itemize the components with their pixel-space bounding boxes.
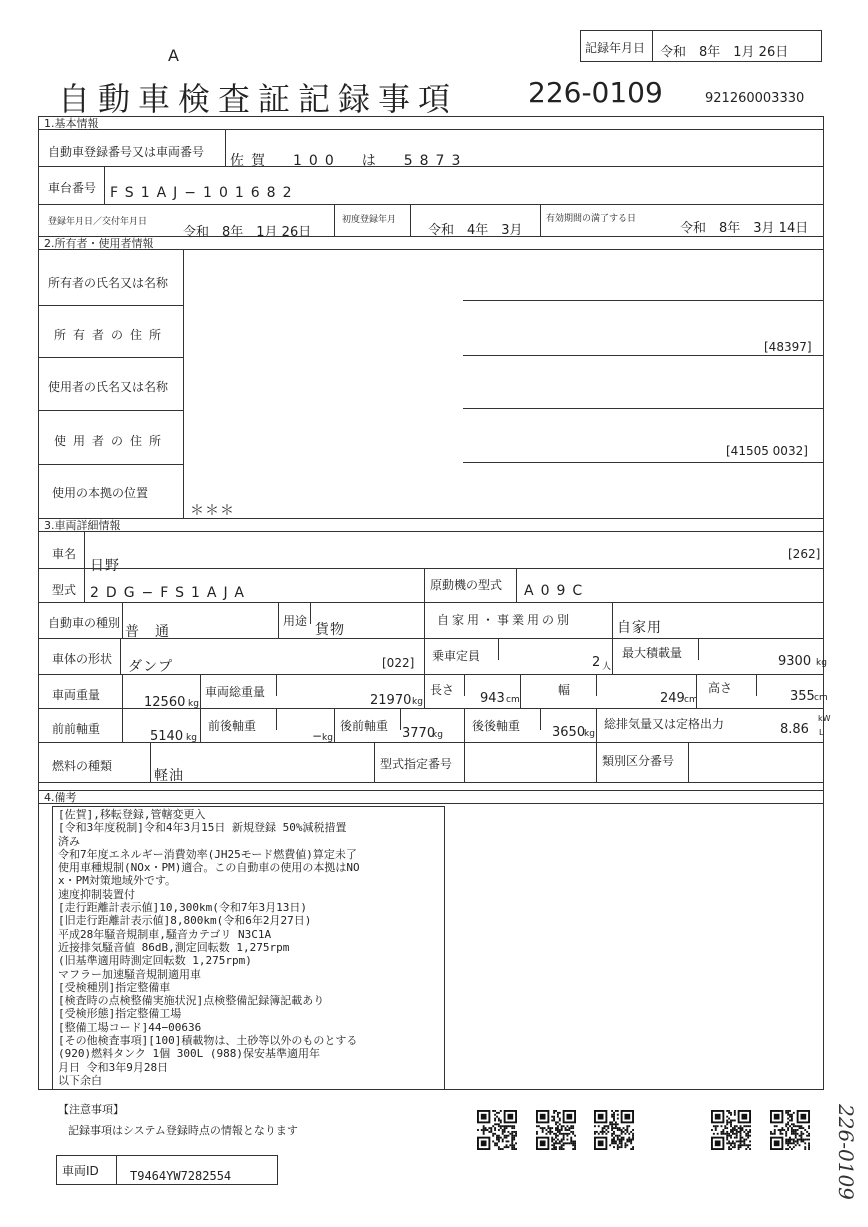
divider	[756, 674, 757, 696]
remarks-line: [受検種別]指定整備車	[58, 980, 171, 994]
first-reg-label: 初度登録年月	[342, 215, 397, 225]
section-remarks-heading: 4.備考	[38, 790, 824, 804]
max-load-value: 9300	[778, 654, 812, 669]
divider	[120, 638, 121, 674]
vehicle-id-label: 車両ID	[62, 1164, 99, 1178]
remarks-line: 使用車種規制(NOx・PM)適合。この自動車の使用の本拠はNO	[58, 861, 360, 875]
divider	[698, 638, 699, 660]
remarks-line: (旧基準適用時測定回転数 1,275rpm)	[58, 954, 252, 968]
divider	[116, 1155, 117, 1185]
divider	[38, 708, 824, 709]
first-reg-value: 令和 4年 3月	[428, 223, 523, 238]
divider	[200, 674, 201, 708]
rear-rear-axle-value: 3650	[552, 725, 586, 740]
length-value: 943	[480, 691, 505, 706]
reg-date-label: 登録年月日／交付年月日	[48, 217, 148, 227]
section-owner-heading: 2.所有者・使用者情報	[38, 236, 824, 250]
base-location-value: ＊＊＊	[190, 503, 235, 519]
divider	[38, 782, 824, 783]
front-rear-axle-label: 前後軸重	[208, 719, 257, 733]
divider	[38, 674, 824, 675]
section-vehicle-heading: 3.車両詳細情報	[38, 518, 824, 532]
body-shape-code: [022]	[382, 656, 415, 670]
engine-value: A09C	[524, 583, 590, 599]
weight-unit: kg	[188, 699, 199, 709]
divider	[200, 708, 201, 742]
displacement-unit-kw: kW	[818, 714, 831, 723]
width-value: 249	[660, 691, 685, 706]
divider	[183, 250, 184, 518]
owner-name-label: 所有者の氏名又は名称	[48, 276, 169, 290]
remarks-line: マフラー加速騒音規制適用車	[58, 967, 201, 981]
body-shape-value: ダンプ	[128, 659, 174, 675]
record-date-divider	[652, 30, 653, 62]
remarks-line: [佐賀],移転登録,管轄変更入	[58, 808, 206, 821]
divider	[498, 638, 499, 660]
divider	[225, 130, 226, 166]
divider	[424, 638, 425, 674]
remarks-line: 速度抑制装置付	[58, 887, 135, 901]
divider	[596, 708, 597, 742]
divider	[38, 638, 824, 639]
width-unit: cm	[684, 695, 698, 705]
width-label: 幅	[558, 683, 571, 697]
expiry-value: 令和 8年 3月 14日	[680, 221, 809, 236]
divider	[424, 602, 425, 638]
remarks-line: 以下余白	[58, 1073, 102, 1087]
divider	[84, 532, 85, 568]
divider	[400, 708, 401, 730]
model-value: 2DG−FS1AJA	[90, 585, 251, 601]
divider	[540, 204, 541, 236]
remarks-text	[58, 808, 360, 1087]
qr-code-5	[770, 1110, 810, 1150]
fuel-value: 軽油	[154, 768, 184, 784]
capacity-value: 2	[592, 655, 601, 670]
divider	[84, 568, 85, 602]
remarks-line: 近接排気騒音値 86dB,測定回転数 1,275rpm	[58, 940, 290, 954]
remarks-line: [その他検査事項][100]積載物は、土砂等以外のものとする	[58, 1034, 358, 1048]
divider	[334, 204, 335, 236]
use-value: 貨物	[315, 622, 345, 638]
gross-weight-label: 車両総重量	[205, 685, 266, 699]
car-name-label: 車名	[52, 547, 77, 561]
divider	[688, 742, 689, 782]
remarks-line: 令和7年度エネルギー消費効率(JH25モード燃費値)算定未了	[58, 847, 357, 861]
weight-value: 12560	[144, 695, 186, 710]
weight-label: 車両重量	[52, 688, 101, 702]
divider	[464, 742, 465, 782]
chassis-label: 車台番号	[48, 181, 97, 195]
divider	[410, 204, 411, 236]
divider	[374, 742, 375, 782]
divider	[612, 638, 613, 674]
page-letter-mark: A	[168, 46, 179, 65]
rear-front-axle-label: 後前軸重	[340, 719, 389, 733]
front-front-axle-unit: kg	[186, 733, 197, 743]
use-label: 用途	[283, 614, 308, 628]
length-unit: cm	[506, 695, 520, 705]
handwritten-number: 226-0109	[833, 1104, 858, 1200]
divider	[612, 602, 613, 638]
divider	[38, 305, 184, 306]
qr-code-2	[536, 1110, 576, 1150]
length-label: 長さ	[430, 683, 455, 697]
displacement-value: 8.86	[780, 722, 809, 737]
notice-text: 記録事項はシステム登録時点の情報となります	[68, 1124, 298, 1137]
divider	[38, 166, 824, 167]
divider	[38, 204, 824, 205]
divider	[38, 410, 184, 411]
chassis-value: FS1AJ−101682	[110, 185, 299, 201]
remarks-line: [受検形態]指定整備工場	[58, 1007, 182, 1021]
divider	[334, 708, 335, 742]
divider	[310, 602, 311, 624]
divider	[122, 674, 123, 708]
page-title: 自動車検査証記録事項	[58, 80, 459, 118]
divider	[104, 166, 105, 204]
gross-weight-value: 21970	[370, 693, 412, 708]
remarks-line: [令和3年度税制]令和4年3月15日 新規登録 50%減税措置	[58, 821, 347, 835]
divider	[463, 300, 824, 301]
rear-front-axle-value: 3770	[402, 726, 436, 741]
remarks-line: 済み	[58, 834, 80, 848]
divider	[150, 742, 151, 782]
divider	[276, 674, 277, 696]
engine-label: 原動機の型式	[430, 578, 503, 592]
remarks-line: [走行距離計表示値]10,300km(令和7年3月13日)	[58, 901, 307, 915]
front-front-axle-value: 5140	[150, 729, 184, 744]
divider	[278, 602, 279, 638]
remarks-line: [検査時の点検整備実施状況]点検整備記録簿記載あり	[58, 994, 325, 1008]
divider	[696, 674, 697, 708]
divider	[596, 674, 597, 696]
qr-code-3	[594, 1110, 634, 1150]
rear-rear-axle-label: 後後軸重	[472, 719, 521, 733]
fuel-label: 燃料の種類	[52, 759, 113, 773]
expiry-label: 有効期間の満了する日	[546, 214, 637, 224]
user-address-label: 使用者の住所	[54, 434, 169, 448]
doc-number: 226-0109	[528, 76, 663, 109]
divider	[122, 602, 123, 638]
user-name-label: 使用者の氏名又は名称	[48, 380, 169, 394]
reg-number-value: 佐賀 100 は 5873	[230, 153, 468, 169]
divider	[38, 602, 824, 603]
owner-code: [48397]	[764, 340, 812, 354]
max-load-label: 最大積載量	[622, 646, 683, 660]
divider	[38, 357, 184, 358]
base-location-label: 使用の本拠の位置	[52, 486, 149, 500]
type-designation-label: 型式指定番号	[380, 757, 453, 771]
record-date-label: 記録年月日	[585, 41, 646, 55]
displacement-unit-l: L	[819, 728, 824, 737]
kind-value: 普 通	[125, 624, 170, 640]
rear-front-axle-unit: kg	[432, 730, 443, 740]
remarks-line: 平成28年騒音規制車,騒音カテゴリ N3C1A	[58, 927, 272, 941]
reg-number-label: 自動車登録番号又は車両番号	[48, 145, 205, 159]
height-unit: cm	[814, 693, 828, 703]
serial-number: 921260003330	[705, 91, 805, 106]
divider	[463, 408, 824, 409]
height-value: 355	[790, 689, 815, 704]
body-shape-label: 車体の形状	[52, 652, 113, 666]
model-label: 型式	[52, 583, 77, 597]
capacity-label: 乗車定員	[432, 649, 481, 663]
remarks-line: (920)燃料タンク 1個 300L (988)保安基準適用年	[58, 1047, 320, 1061]
divider	[516, 568, 517, 602]
front-front-axle-label: 前前軸重	[52, 722, 101, 736]
category-label: 類別区分番号	[602, 754, 675, 768]
notice-heading: 【注意事項】	[58, 1103, 124, 1116]
capacity-unit: 人	[602, 662, 612, 672]
reg-date-value: 令和 8年 1月 26日	[183, 225, 312, 240]
divider	[463, 462, 824, 463]
front-rear-axle-value: −	[312, 729, 323, 743]
divider	[540, 708, 541, 730]
remarks-line: [旧走行距離計表示値]8,800km(令和6年2月27日)	[58, 914, 312, 928]
qr-code-4	[711, 1110, 751, 1150]
rear-rear-axle-unit: kg	[584, 729, 595, 739]
private-business-label: 自家用・事業用の別	[437, 613, 573, 627]
user-code: [41505 0032]	[726, 444, 808, 458]
max-load-unit: kg	[816, 658, 827, 668]
section-basic-heading: 1.基本情報	[38, 116, 824, 130]
divider	[38, 464, 184, 465]
divider	[424, 568, 425, 602]
divider	[38, 568, 824, 569]
vehicle-id-value: T9464YW7282554	[130, 1169, 232, 1183]
record-date-value: 令和 8年 1月 26日	[660, 45, 789, 60]
remarks-line: x・PM対策地域外です。	[58, 874, 176, 888]
divider	[463, 355, 824, 356]
car-name-code: [262]	[788, 547, 821, 561]
qr-code-1	[477, 1110, 517, 1150]
divider	[464, 708, 465, 742]
car-name-value: 日野	[90, 558, 120, 574]
gross-weight-unit: kg	[412, 697, 423, 707]
divider	[596, 742, 597, 782]
divider	[276, 708, 277, 730]
remarks-line: [整備工場コード]44−00636	[58, 1020, 202, 1034]
divider	[424, 674, 425, 708]
divider	[38, 742, 824, 743]
private-business-value: 自家用	[617, 620, 662, 636]
displacement-label: 総排気量又は定格出力	[604, 717, 725, 731]
kind-label: 自動車の種別	[48, 616, 121, 630]
divider	[520, 674, 521, 708]
height-label: 高さ	[708, 681, 733, 695]
divider	[464, 674, 465, 696]
owner-address-label: 所有者の住所	[54, 328, 169, 342]
remarks-line: 月日 令和3年9月28日	[58, 1060, 169, 1074]
front-rear-axle-unit: kg	[322, 733, 333, 743]
divider	[122, 708, 123, 742]
